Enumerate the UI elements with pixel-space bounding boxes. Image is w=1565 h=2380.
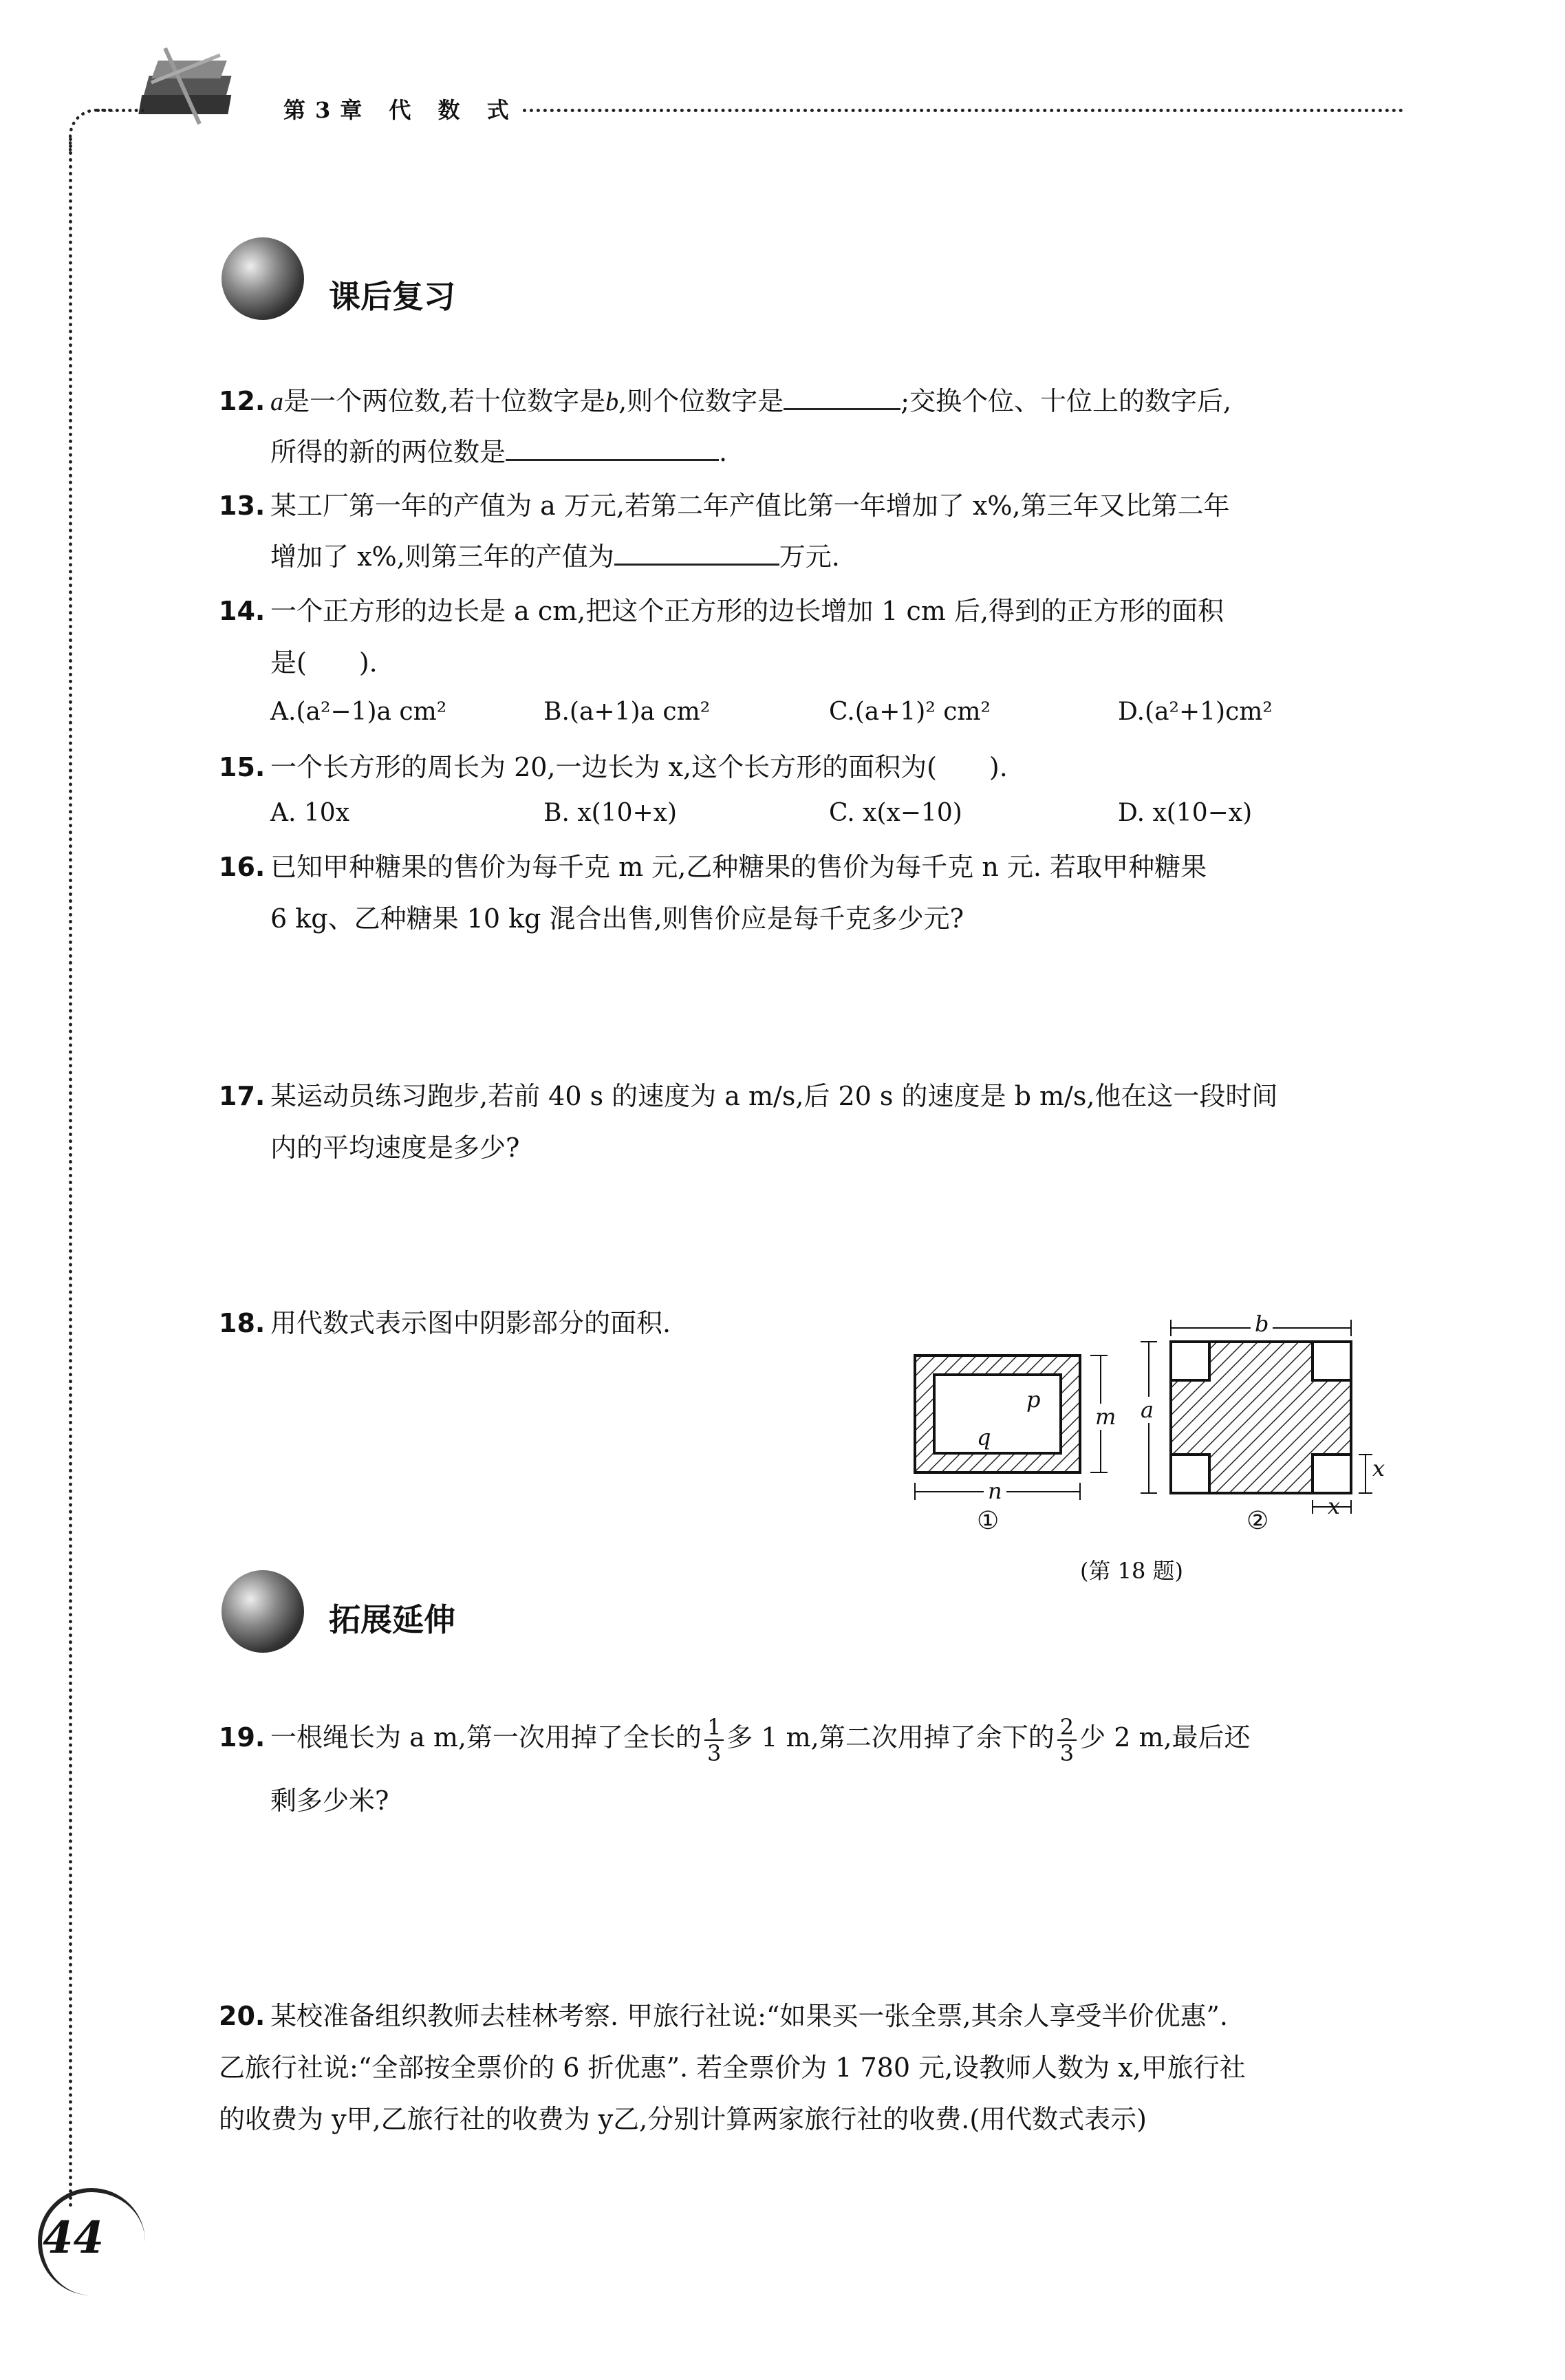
option-c[interactable]: C.(a+1)² cm² <box>829 698 991 726</box>
question-number: 12. <box>219 386 266 416</box>
figure-1-caption: ① <box>977 1507 1000 1535</box>
question-text: 所得的新的两位数是 . <box>270 437 728 467</box>
question-text: 用代数式表示图中阴影部分的面积. <box>270 1308 671 1338</box>
question-text: 一个长方形的周长为 20,一边长为 x,这个长方形的面积为( ). <box>270 752 1008 782</box>
question-number: 18. <box>219 1308 266 1338</box>
figure-2-caption: ② <box>1246 1507 1269 1535</box>
page-number: 44 <box>43 2212 105 2264</box>
margin-corner <box>69 109 114 153</box>
option-d[interactable]: D. x(10−x) <box>1118 799 1253 827</box>
answer-blank[interactable] <box>506 436 719 461</box>
section-title-extension: 拓展延伸 <box>329 1601 455 1638</box>
fraction-one-third: $\frac{1}{3}$ <box>704 1715 724 1766</box>
figure-caption: (第 18 题) <box>1080 1558 1184 1584</box>
question-text: 已知甲种糖果的售价为每千克 m 元,乙种糖果的售价为每千克 n 元. 若取甲种糖果 <box>270 852 1207 882</box>
question-text: 某运动员练习跑步,若前 40 s 的速度为 a m/s,后 20 s 的速度是 b m/s,他在这一段时间 <box>270 1081 1278 1111</box>
question-number: 20. <box>219 2001 266 2031</box>
label-b: b <box>1251 1311 1273 1337</box>
question-text: a是一个两位数,若十位数字是b,则个位数字是 ;交换个位、十位上的数字后, <box>270 386 1232 416</box>
option-a[interactable]: A.(a²−1)a cm² <box>270 698 447 726</box>
label-n: n <box>984 1478 1006 1504</box>
question-text: 某校准备组织教师去桂林考察. 甲旅行社说:“如果买一张全票,其余人享受半价优惠”. <box>270 2001 1228 2031</box>
question-text: 的收费为 y甲,乙旅行社的收费为 y乙,分别计算两家旅行社的收费.(用代数式表示) <box>219 2104 1147 2134</box>
option-d[interactable]: D.(a²+1)cm² <box>1118 698 1273 726</box>
fraction-two-thirds: $\frac{2}{3}$ <box>1057 1715 1077 1766</box>
chapter-header: 第3章 代 数 式 <box>283 97 519 123</box>
question-number: 16. <box>219 852 266 882</box>
option-a[interactable]: A. 10x <box>270 799 349 827</box>
question-text: 一根绳长为 a m,第一次用掉了全长的 $\frac{1}{3}$ 多 1 m,第二次用掉了余下的 $\frac{2}{3}$ 少 2 m,最后还 <box>270 1713 1251 1766</box>
answer-blank[interactable] <box>614 540 779 566</box>
header-dotted-rule <box>523 109 1403 112</box>
question-text: 剩多少米? <box>270 1786 389 1816</box>
option-b[interactable]: B.(a+1)a cm² <box>543 698 711 726</box>
label-x-horizontal: x <box>1328 1493 1341 1519</box>
question-number: 13. <box>219 491 266 521</box>
figure-1-hollow-rectangle <box>901 1335 1121 1534</box>
question-number: 14. <box>219 596 266 626</box>
question-text: 6 kg、乙种糖果 10 kg 混合出售,则售价应是每千克多少元? <box>270 903 964 934</box>
option-c[interactable]: C. x(x−10) <box>829 799 962 827</box>
question-text: 内的平均速度是多少? <box>270 1133 520 1163</box>
label-q: q <box>977 1424 991 1450</box>
option-b[interactable]: B. x(10+x) <box>543 799 678 827</box>
question-text: 一个正方形的边长是 a cm,把这个正方形的边长增加 1 cm 后,得到的正方形的面积 <box>270 596 1224 626</box>
label-p: p <box>1026 1386 1041 1413</box>
figure-2-cut-corners <box>1128 1307 1390 1527</box>
label-a: a <box>1141 1397 1154 1423</box>
question-number: 19. <box>219 1722 266 1752</box>
question-number: 17. <box>219 1081 266 1111</box>
section-title-review: 课后复习 <box>329 278 455 315</box>
question-text: 是( ). <box>270 647 378 678</box>
question-text: 乙旅行社说:“全部按全票价的 6 折优惠”. 若全票价为 1 780 元,设教师人数为 x,甲旅行社 <box>219 2052 1246 2083</box>
section-globe-icon <box>222 1570 304 1653</box>
question-text: 某工厂第一年的产值为 a 万元,若第二年产值比第一年增加了 x%,第三年又比第二年 <box>270 491 1230 521</box>
label-m: m <box>1095 1404 1116 1430</box>
header-books-logo <box>138 41 261 131</box>
answer-blank[interactable] <box>784 385 900 410</box>
question-text: 增加了 x%,则第三年的产值为 万元. <box>270 542 840 572</box>
question-number: 15. <box>219 752 266 782</box>
label-x-vertical: x <box>1372 1455 1385 1481</box>
left-margin-dotted-rule <box>69 138 72 2209</box>
section-globe-icon <box>222 237 304 320</box>
